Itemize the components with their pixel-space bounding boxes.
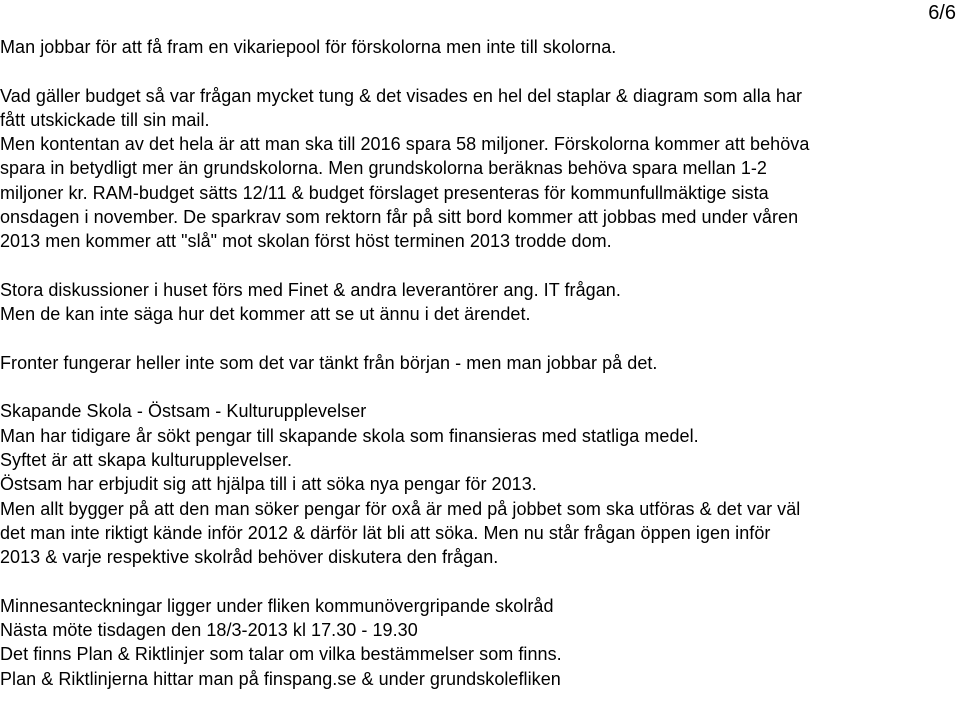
paragraph-skapande-skola xyxy=(0,399,958,569)
paragraph-fronter xyxy=(0,351,958,375)
text-line: 2013 & varje respektive skolråd behöver diskutera den frågan. xyxy=(0,547,499,568)
text-line: fått utskickade till sin mail. xyxy=(0,109,210,130)
text-line: Stora diskussioner i huset förs med Finet & andra leverantörer ang. IT frågan. xyxy=(0,279,621,300)
text-line: Syftet är att skapa kulturupplevelser. xyxy=(0,450,293,471)
text-line: Nästa möte tisdagen den 18/3-2013 kl 17.30 - 19.30 xyxy=(0,620,418,641)
paragraph-gap xyxy=(0,59,958,83)
text-line: Östsam har erbjudit sig att hjälpa till i att söka nya pengar för 2013. xyxy=(0,474,537,495)
text-line: onsdagen i november. De sparkrav som rektorn får på sitt bord kommer att jobbas med under våren xyxy=(0,207,799,228)
text-line: Minnesanteckningar ligger under fliken kommunövergripande skolråd xyxy=(0,595,554,616)
text-line: Fronter fungerar heller inte som det var tänkt från början - men man jobbar på det. xyxy=(0,352,658,373)
paragraph-it xyxy=(0,278,958,327)
paragraph-vikariepool xyxy=(0,35,958,59)
paragraph-gap xyxy=(0,327,958,351)
text-line: Men de kan inte säga hur det kommer att se ut ännu i det ärendet. xyxy=(0,304,531,325)
text-line: spara in betydligt mer än grundskolorna. Men grundskolorna beräknas behöva spara mellan 1-2 xyxy=(0,158,767,179)
text-line: miljoner kr. RAM-budget sätts 12/11 & budget förslaget presenteras för kommunfullmäktige sista xyxy=(0,182,769,203)
text-line: 2013 men kommer att "slå" mot skolan först höst terminen 2013 trodde dom. xyxy=(0,231,612,252)
paragraph-minnesanteckningar xyxy=(0,594,958,691)
text-line: det man inte riktigt kände inför 2012 & därför lät bli att söka. Men nu står frågan öppen igen inför xyxy=(0,522,771,543)
text-line: Men kontentan av det hela är att man ska till 2016 spara 58 miljoner. Förskolorna kommer att behöva xyxy=(0,134,810,155)
paragraph-gap xyxy=(0,570,958,594)
text-line: Man jobbar för att få fram en vikariepool för förskolorna men inte till skolorna. xyxy=(0,37,617,57)
paragraph-gap xyxy=(0,375,958,399)
text-line: Man har tidigare år sökt pengar till skapande skola som finansieras med statliga medel. xyxy=(0,425,699,446)
text-line: Plan & Riktlinjerna hittar man på finspang.se & under grundskolefliken xyxy=(0,668,561,689)
page-number: 6/6 xyxy=(928,2,956,24)
paragraph-gap xyxy=(0,254,958,278)
text-line: Det finns Plan & Riktlinjer som talar om vilka bestämmelser som finns. xyxy=(0,644,562,665)
text-line: Skapande Skola - Östsam - Kulturupplevelser xyxy=(0,401,367,422)
text-line: Vad gäller budget så var frågan mycket tung & det visades en hel del staplar & diagram som alla har xyxy=(0,85,803,106)
paragraph-budget xyxy=(0,84,958,254)
text-line: Men allt bygger på att den man söker pengar för oxå är med på jobbet som ska utföras & det var väl xyxy=(0,498,801,519)
document-body xyxy=(0,35,958,691)
